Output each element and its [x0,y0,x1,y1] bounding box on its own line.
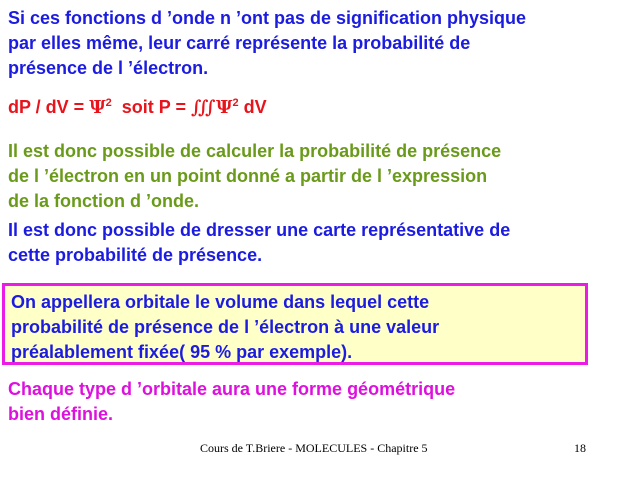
psi-symbol: Ψ [89,97,106,118]
green-line: de l ’électron en un point donné a partir de l ’expression [8,166,488,186]
orbital-definition-text [11,290,439,365]
triple-integral-symbol: ∭ [190,97,217,118]
formula-mid: soit P = [111,97,191,117]
blue-paragraph [8,218,510,268]
intro-line: présence de l ’électron. [8,58,209,78]
magenta-line: bien définie. [8,404,114,424]
exponent: 2 [105,97,112,109]
psi-symbol: Ψ [216,97,233,118]
green-line: Il est donc possible de calculer la probabilité de présence [8,141,502,161]
probability-formula [8,91,267,120]
magenta-line: Chaque type d ’orbitale aura une forme géométrique [8,379,456,399]
slide-footer: Cours de T.Briere - MOLECULES - Chapitre 5 [200,441,428,455]
intro-paragraph [8,6,526,81]
magenta-paragraph [8,377,455,427]
blue-line: Il est donc possible de dresser une carte représentative de [8,220,511,240]
definition-line: préalablement fixée( 95 % par exemple). [11,342,353,362]
formula-lhs: dP / dV = [8,97,90,117]
intro-line: par elles même, leur carré représente la probabilité de [8,33,471,53]
definition-line: On appellera orbitale le volume dans lequel cette [11,292,430,312]
exponent: 2 [232,97,239,109]
orbital-definition-box [2,283,588,365]
page-number: 18 [574,441,586,455]
blue-line: cette probabilité de présence. [8,245,263,265]
formula-end: dV [238,97,267,117]
green-line: de la fonction d ’onde. [8,191,199,211]
definition-line: probabilité de présence de l ’électron à une valeur [11,317,440,337]
green-paragraph [8,139,501,214]
intro-line: Si ces fonctions d ’onde n ’ont pas de signification physique [8,8,527,28]
